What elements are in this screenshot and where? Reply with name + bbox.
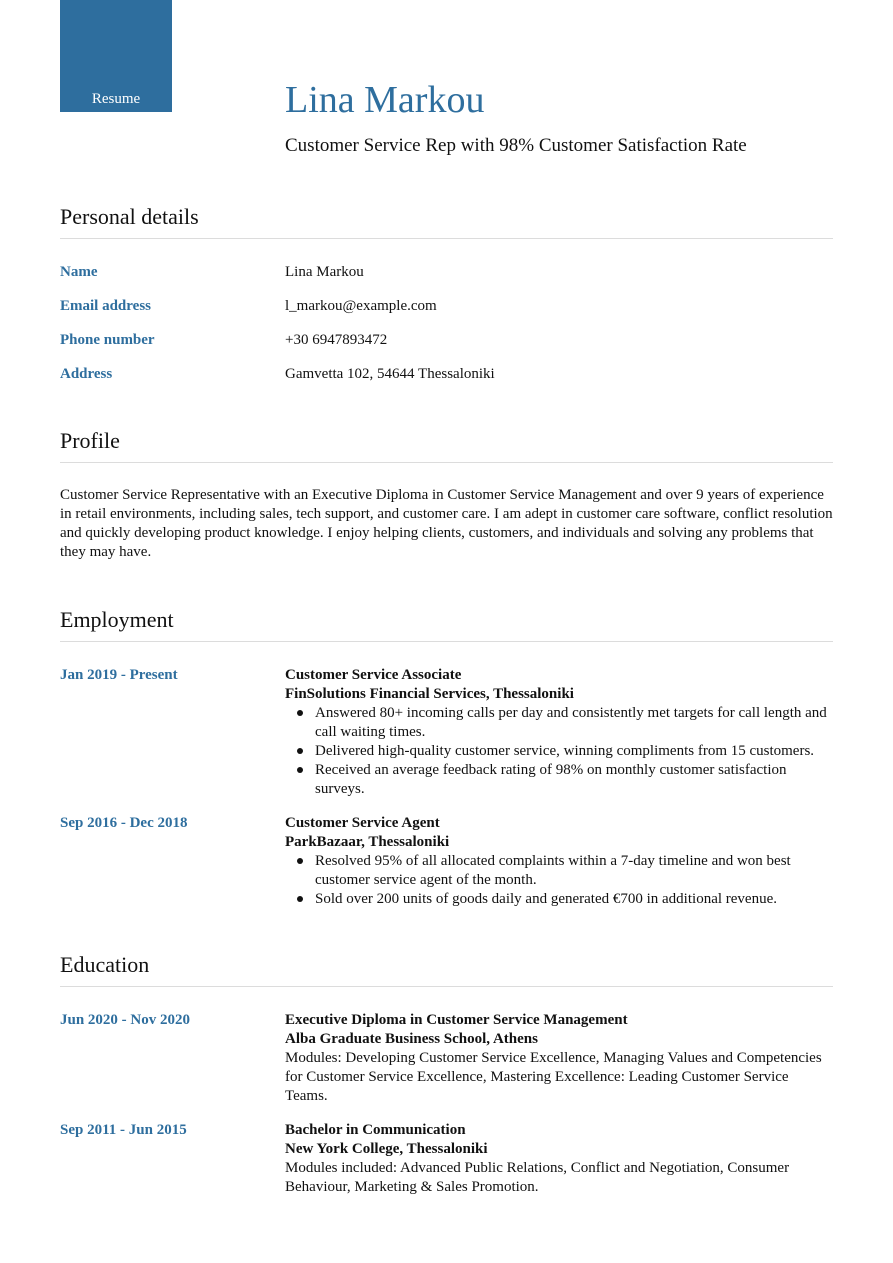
- job-title: Customer Service Associate: [285, 667, 462, 683]
- personal-row-phone: [60, 331, 833, 350]
- education-description: Modules included: Advanced Public Relations, Conflict and Negotiation, Consumer Behaviour, Marketing & Sales Promotion.: [285, 1160, 790, 1195]
- personal-details-section: [60, 203, 833, 399]
- employment-dates: Sep 2016 - Dec 2018: [60, 815, 188, 831]
- education-description: Modules: Developing Customer Service Excellence, Managing Values and Competencies for Customer Service Excellence, Mastering Excellence: Leading Customer Service Teams.: [285, 1050, 822, 1104]
- resume-logo-label: Resume: [91, 91, 141, 107]
- employment-entry: [60, 814, 833, 909]
- duties-list: [285, 852, 833, 909]
- personal-row-address: [60, 365, 833, 384]
- personal-value: l_markou@example.com: [285, 298, 437, 314]
- employment-heading: Employment: [60, 606, 833, 642]
- institution: Alba Graduate Business School, Athens: [285, 1031, 538, 1047]
- duty-item: Resolved 95% of all allocated complaints within a 7-day timeline and won best customer service agent of the month.: [315, 852, 833, 890]
- education-entry: [60, 1011, 833, 1106]
- education-heading: Education: [60, 951, 833, 987]
- degree-title: Executive Diploma in Customer Service Management: [285, 1012, 628, 1028]
- profile-text: Customer Service Representative with an Executive Diploma in Customer Service Management and over 9 years of experience in retail environments, including sales, tech support, and customer care. I am adept in customer care software, conflict resolution and quickly developing product knowledge. I enjoy helping clients, customers, and individuals and solving any problems that they may have.: [60, 487, 833, 560]
- employer: ParkBazaar, Thessaloniki: [285, 834, 450, 850]
- personal-value: +30 6947893472: [285, 332, 388, 348]
- duty-item: Answered 80+ incoming calls per day and consistently met targets for call length and call waiting times.: [315, 704, 833, 742]
- personal-value: Lina Markou: [285, 264, 364, 280]
- duty-item: Received an average feedback rating of 98% on monthly customer satisfaction surveys.: [315, 761, 833, 799]
- personal-row-name: [60, 263, 833, 282]
- employer: FinSolutions Financial Services, Thessaloniki: [285, 686, 574, 702]
- education-dates: Sep 2011 - Jun 2015: [60, 1122, 187, 1138]
- job-title: Customer Service Agent: [285, 815, 440, 831]
- personal-label: Address: [60, 366, 113, 382]
- candidate-name-title: Lina Markou: [285, 79, 485, 121]
- personal-row-email: [60, 297, 833, 316]
- duty-item: Sold over 200 units of goods daily and generated €700 in additional revenue.: [315, 890, 833, 909]
- personal-label: Phone number: [60, 332, 155, 348]
- profile-heading: Profile: [60, 427, 833, 463]
- employment-entry: [60, 666, 833, 799]
- employment-dates: Jan 2019 - Present: [60, 667, 178, 683]
- personal-value: Gamvetta 102, 54644 Thessaloniki: [285, 366, 495, 382]
- personal-details-heading: Personal details: [60, 203, 833, 239]
- resume-logo-box: [60, 0, 172, 112]
- candidate-headline: Customer Service Rep with 98% Customer Satisfaction Rate: [285, 135, 747, 156]
- employment-section: [60, 606, 833, 924]
- duty-item: Delivered high-quality customer service, winning compliments from 15 customers.: [315, 742, 833, 761]
- education-entry: [60, 1121, 833, 1197]
- personal-label: Name: [60, 264, 98, 280]
- education-dates: Jun 2020 - Nov 2020: [60, 1012, 191, 1028]
- duties-list: [285, 704, 833, 799]
- profile-section: [60, 427, 833, 562]
- education-section: [60, 951, 833, 1212]
- degree-title: Bachelor in Communication: [285, 1122, 466, 1138]
- institution: New York College, Thessaloniki: [285, 1141, 488, 1157]
- personal-label: Email address: [60, 298, 151, 314]
